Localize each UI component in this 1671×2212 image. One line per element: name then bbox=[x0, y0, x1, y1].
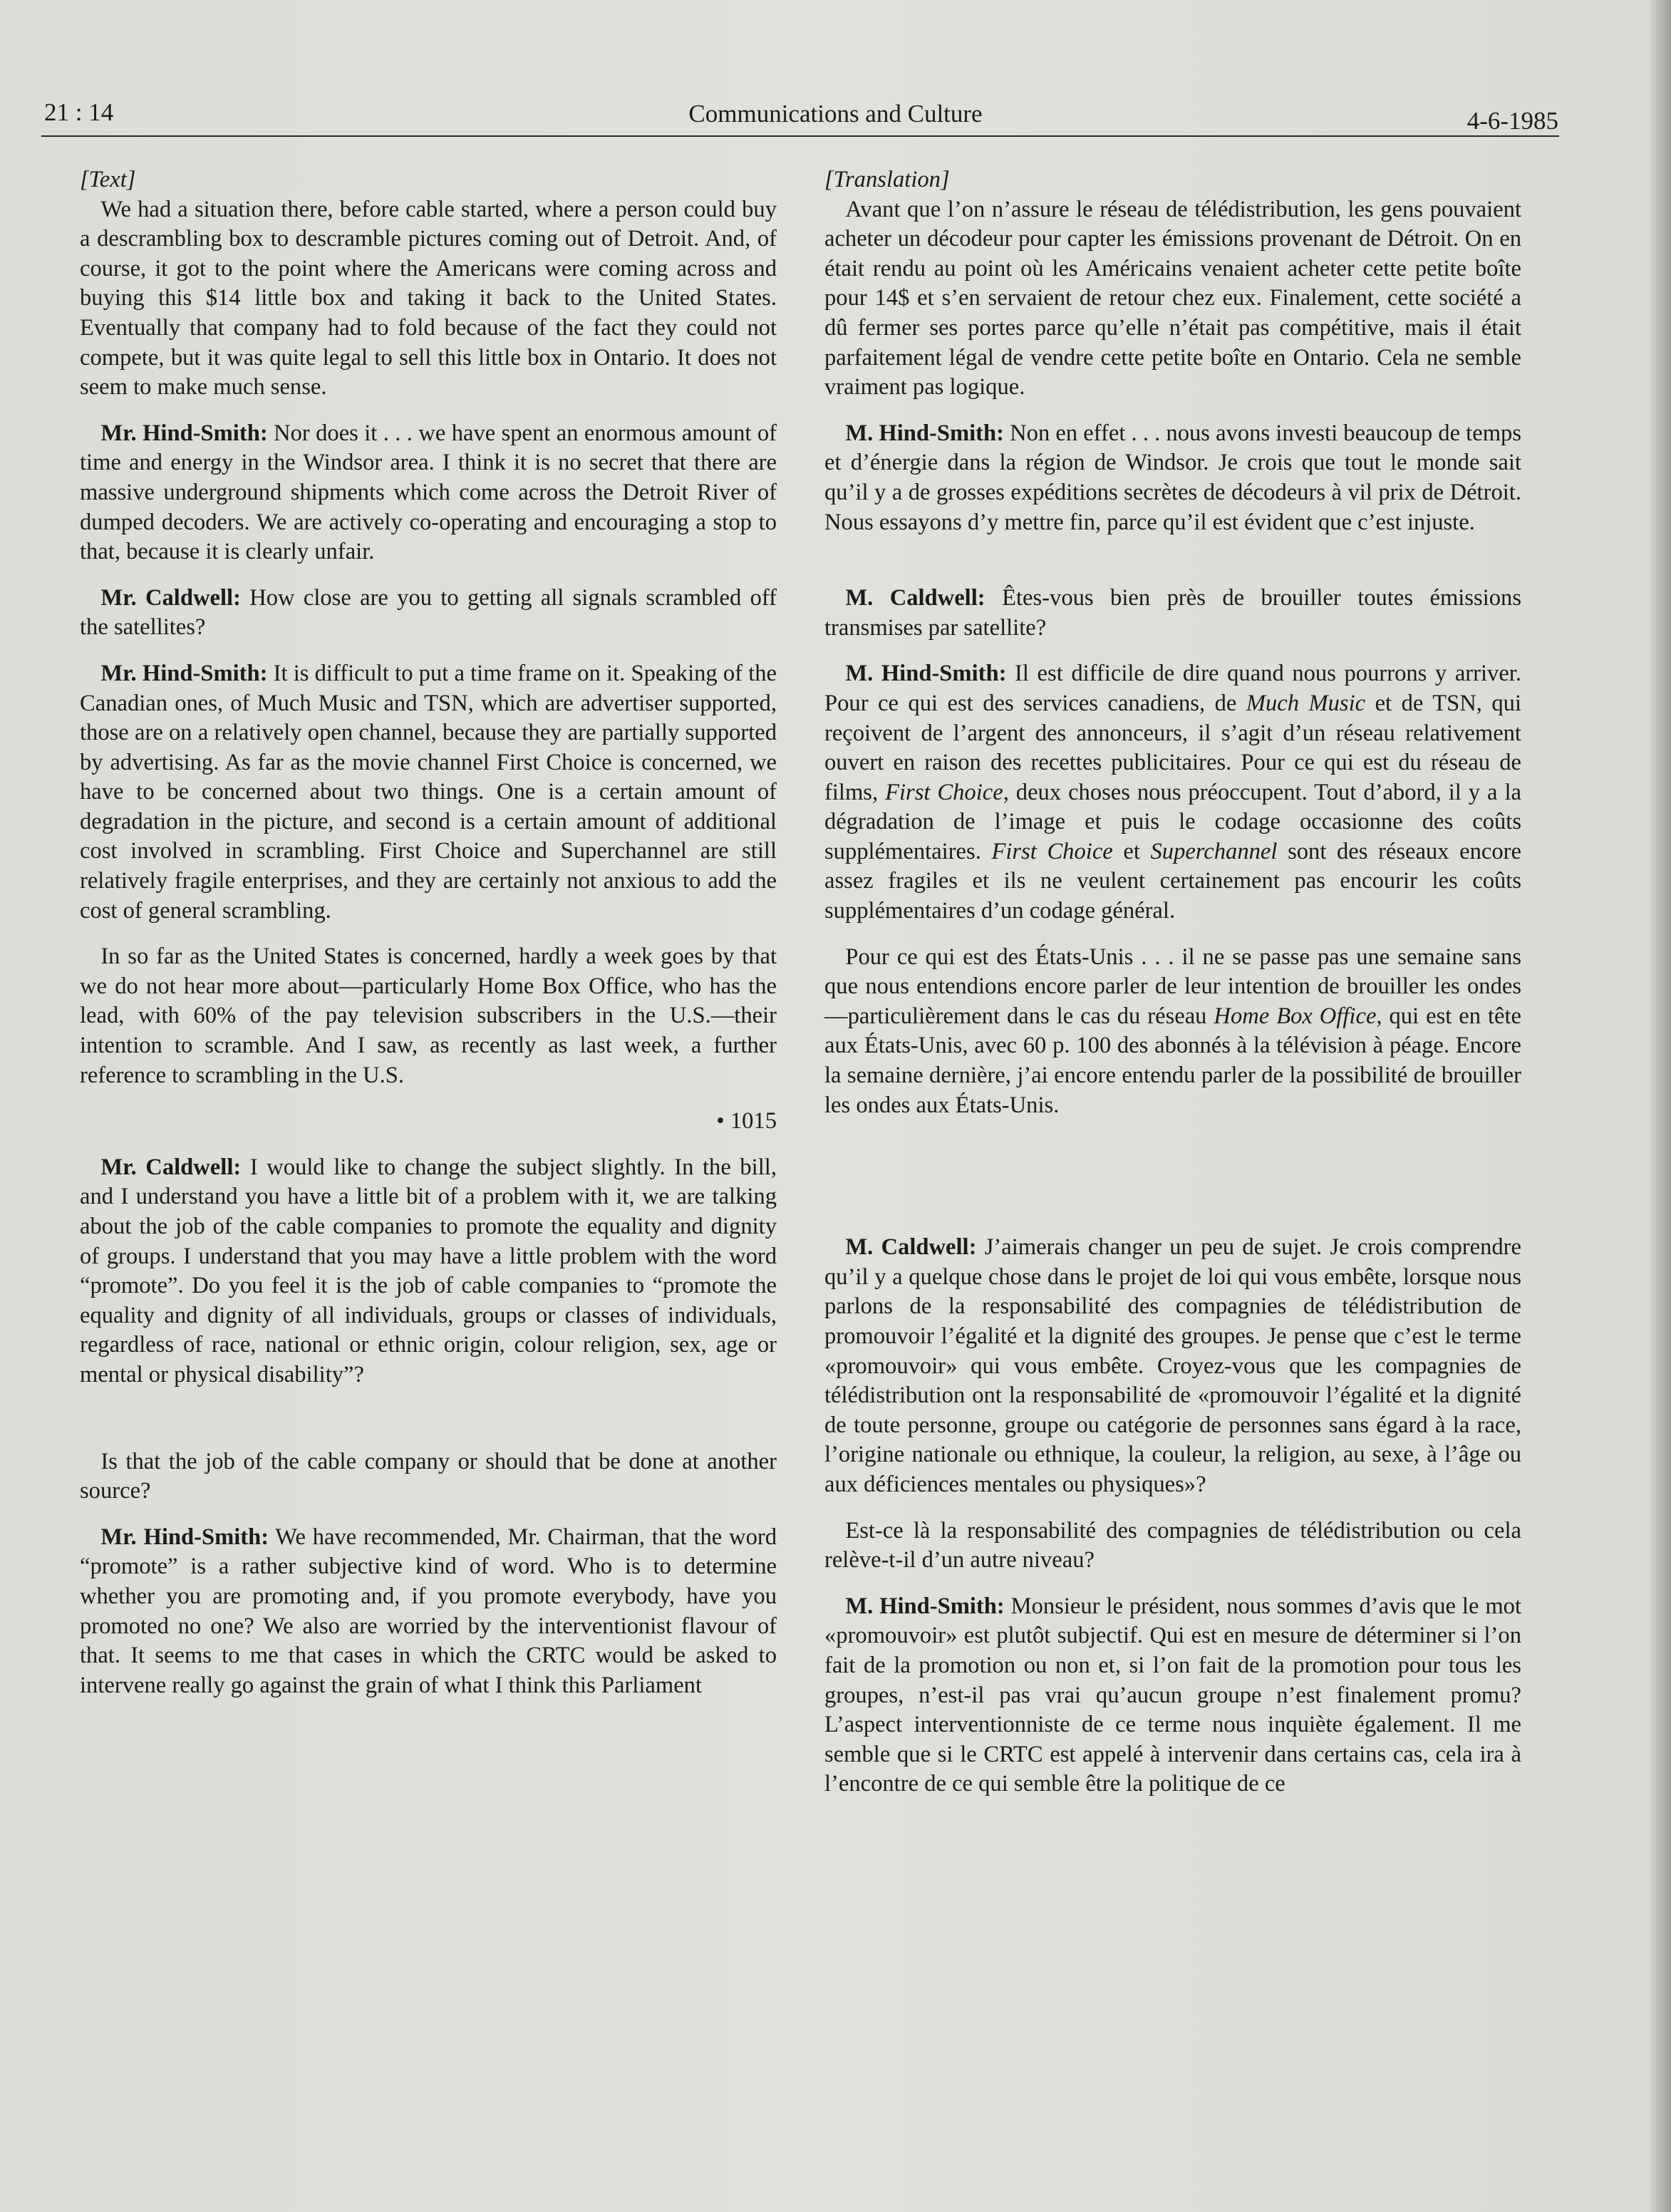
english-column bbox=[80, 165, 777, 1717]
speech-text: J’aimerais changer un peu de sujet. Je crois comprendre qu’il y a quelque chose dans le projet de loi qui vous embête, lorsque nous parlons de la responsabilité des compagnies de télédistribution de promouvoir l’égalité et la dignité des groupes. Je pense que c’est le terme «promouvoir» qui vous embête. Croyez-vous que les compagnies de télédistribution ont la responsabilité de «promouvoir l’égalité et la dignité de toute personne, groupe ou catégorie de personnes sans égard à la race, l’origine nationale ou ethnique, la couleur, la religion, au sexe, à l’âge ou aux déficiences mentales ou physiques»? bbox=[824, 1234, 1521, 1497]
speech-text: I would like to change the subject slightly. In the bill, and I understand you have a little bit of a problem with it, we are talking about the job of the cable companies to promote the equality and dignity of groups. I understand that you may have a little problem with the word “promote”. Do you feel it is the job of cable companies to “promote the equality and dignity of all individuals, groups or classes of individuals, regardless of race, national or ethnic origin, colour religion, sex, age or mental or physical disability”? bbox=[80, 1154, 777, 1387]
speaker-name: Mr. Hind-Smith: bbox=[100, 420, 268, 446]
paragraph: Est-ce là la responsabilité des compagnies de télédistribution ou cela relève-t-il d’un autre niveau? bbox=[824, 1517, 1521, 1573]
french-column bbox=[824, 165, 1521, 1816]
header-rule bbox=[41, 135, 1559, 137]
paragraph: Avant que l’on n’assure le réseau de télédistribution, les gens pouvaient acheter un décodeur pour capter les émissions provenant de Détroit. On en était rendu au point où les Américains venaient acheter cette petite boîte pour 14$ et s’en servaient de retour chez eux. Finalement, cette société a dû fermer ses portes parce qu’elle n’était pas compétitive, mais il était parfaitement légal de vendre cette petite boîte en Ontario. Cela ne semble vraiment pas logique. bbox=[824, 196, 1521, 400]
paragraph bbox=[80, 584, 777, 643]
spacer bbox=[824, 1137, 1521, 1233]
speaker-name: M. Hind-Smith: bbox=[845, 1593, 1005, 1619]
speaker-name: Mr. Caldwell: bbox=[100, 1154, 242, 1180]
speech-text: , qui est en tête aux États-Unis, avec 60 p. 100 des abonnés à la télévision à péage. Encore la semaine dernière, j’ai encore entendu parler de la possibilité de brouiller les ondes aux États-Unis. bbox=[824, 1003, 1521, 1118]
italic-title: Much Music bbox=[1246, 690, 1366, 716]
speech-text: Êtes-vous bien près de brouiller toutes émissions transmises par satellite? bbox=[824, 585, 1522, 641]
paragraph bbox=[824, 1592, 1521, 1799]
paragraph bbox=[80, 419, 777, 567]
spacer bbox=[824, 554, 1521, 584]
speech-text: Non en effet . . . nous avons investi beaucoup de temps et d’énergie dans la région de Windsor. Je crois que tout le monde sait qu’il y a de grosses expéditions secrètes de décodeurs à vil prix de Détroit. Nous essayons d’y mettre fin, parce qu’il est évident que c’est injuste. bbox=[824, 420, 1521, 535]
paragraph bbox=[824, 943, 1521, 1121]
column-label: [Translation] bbox=[824, 167, 950, 192]
italic-title: First Choice bbox=[885, 779, 1003, 805]
paragraph bbox=[80, 1153, 777, 1390]
paragraph: In so far as the United States is concerned, hardly a week goes by that we do not hear more about—particularly Home Box Office, who has the lead, with 60% of the pay television subscribers in the U.S.—their intention to scramble. And I saw, as recently as last week, a further reference to scrambling in the U.S. bbox=[80, 944, 777, 1088]
speaker-name: M. Hind-Smith: bbox=[845, 420, 1004, 446]
paragraph bbox=[824, 419, 1521, 537]
column-label: [Text] bbox=[80, 167, 136, 192]
speech-text: et de TSN, qui reçoivent de l’argent des annonceurs, il s’agit d’un réseau relativement ouvert en raison des recettes publicitaires. Pour ce qui est du réseau de films, bbox=[824, 690, 1522, 805]
time-marker: • 1015 bbox=[716, 1108, 777, 1135]
speech-text: sont des réseaux encore assez fragiles et ils ne veulent certainement pas encourir les coûts supplémentaires d’un codage général. bbox=[824, 838, 1521, 924]
speech-text: Pour ce qui est des États-Unis . . . il ne se passe pas une semaine sans que nous entendions encore parler de leur intention de brouiller les ondes—particulièrement dans le cas du réseau bbox=[824, 944, 1521, 1029]
speaker-name: Mr. Hind-Smith: bbox=[100, 660, 268, 686]
paragraph: We had a situation there, before cable started, where a person could buy a descrambling box to descramble pictures coming out of Detroit. And, of course, it got to the point where the Americans were coming across and buying this $14 little box and taking it back to the United States. Eventually that company had to fold because of the fact they could not compete, but it was quite legal to sell this little box in Ontario. It does not seem to make much sense. bbox=[80, 196, 777, 400]
speech-text: It is difficult to put a time frame on it. Speaking of the Canadian ones, of Much Music and TSN, which are advertiser supported, those are on a relatively open channel, because they are partially supported by advertising. As far as the movie channel First Choice is concerned, we have to be concerned about two things. One is a certain amount of degradation in the picture, and second is a certain amount of additional cost involved in scrambling. First Choice and Superchannel are still relatively fragile enterprises, and they are certainly not anxious to add the cost of general scrambling. bbox=[80, 660, 777, 924]
speech-text: We have recommended, Mr. Chairman, that the word “promote” is a rather subjective kind of word. Who is to determine whether you are promoting and, if you promote everybody, have you promoted no one? We also are worried by the interventionist flavour of that. It seems to me that cases in which the CRTC would be asked to intervene really go against the grain of what I think this Parliament bbox=[80, 1524, 777, 1698]
speech-text: , deux choses nous préoccupent. Tout d’abord, il y a la dégradation de l’image et puis le codage occasionne des coûts supplémentaires. bbox=[824, 779, 1521, 864]
page-edge bbox=[1650, 0, 1671, 2212]
paragraph bbox=[80, 1523, 777, 1701]
paragraph bbox=[824, 1233, 1521, 1499]
issue-date: 4-6-1985 bbox=[1466, 107, 1558, 135]
speaker-name: M. Hind-Smith: bbox=[845, 661, 1007, 687]
paragraph: Is that the job of the cable company or should that be done at another source? bbox=[80, 1448, 777, 1504]
paragraph bbox=[824, 584, 1521, 643]
speech-text: How close are you to getting all signals scrambled off the satellites? bbox=[80, 584, 777, 641]
page-number: 21 : 14 bbox=[44, 98, 114, 126]
italic-title: Home Box Office bbox=[1214, 1003, 1377, 1029]
italic-title: Superchannel bbox=[1150, 838, 1278, 864]
italic-title: First Choice bbox=[991, 838, 1113, 864]
speech-text: et bbox=[1112, 838, 1151, 864]
speech-text: Monsieur le président, nous sommes d’avis que le mot «promouvoir» est plutôt subjectif. Qui est en mesure de déterminer si l’on fait de la promotion ou non et, si l’on fait de la promotion pour tous les groupes, n’est-il pas vrai qu’aucun groupe n’est finalement promu? L’aspect interventionniste de ce terme nous inquiète également. Il me semble que si le CRTC est appelé à intervenir dans certains cas, cela ira à l’encontre de ce qui semble être la politique de ce bbox=[824, 1593, 1522, 1797]
speaker-name: M. Caldwell: bbox=[845, 585, 985, 611]
speaker-name: Mr. Caldwell: bbox=[100, 584, 241, 611]
speech-text: Il est difficile de dire quand nous pourrons y arriver. Pour ce qui est des services canadiens, de bbox=[824, 661, 1521, 716]
speaker-name: M. Caldwell: bbox=[845, 1234, 977, 1261]
paragraph bbox=[824, 659, 1521, 926]
spacer bbox=[80, 1407, 777, 1447]
paragraph bbox=[80, 659, 777, 926]
speech-text: Nor does it . . . we have spent an enormous amount of time and energy in the Windsor area. I think it is no secret that there are massive underground shipments which come across the Detroit River of dumped decoders. We are actively co-operating and encouraging a stop to that, because it is clearly unfair. bbox=[80, 420, 777, 565]
running-title: Communications and Culture bbox=[688, 100, 983, 128]
speaker-name: Mr. Hind-Smith: bbox=[100, 1524, 269, 1550]
